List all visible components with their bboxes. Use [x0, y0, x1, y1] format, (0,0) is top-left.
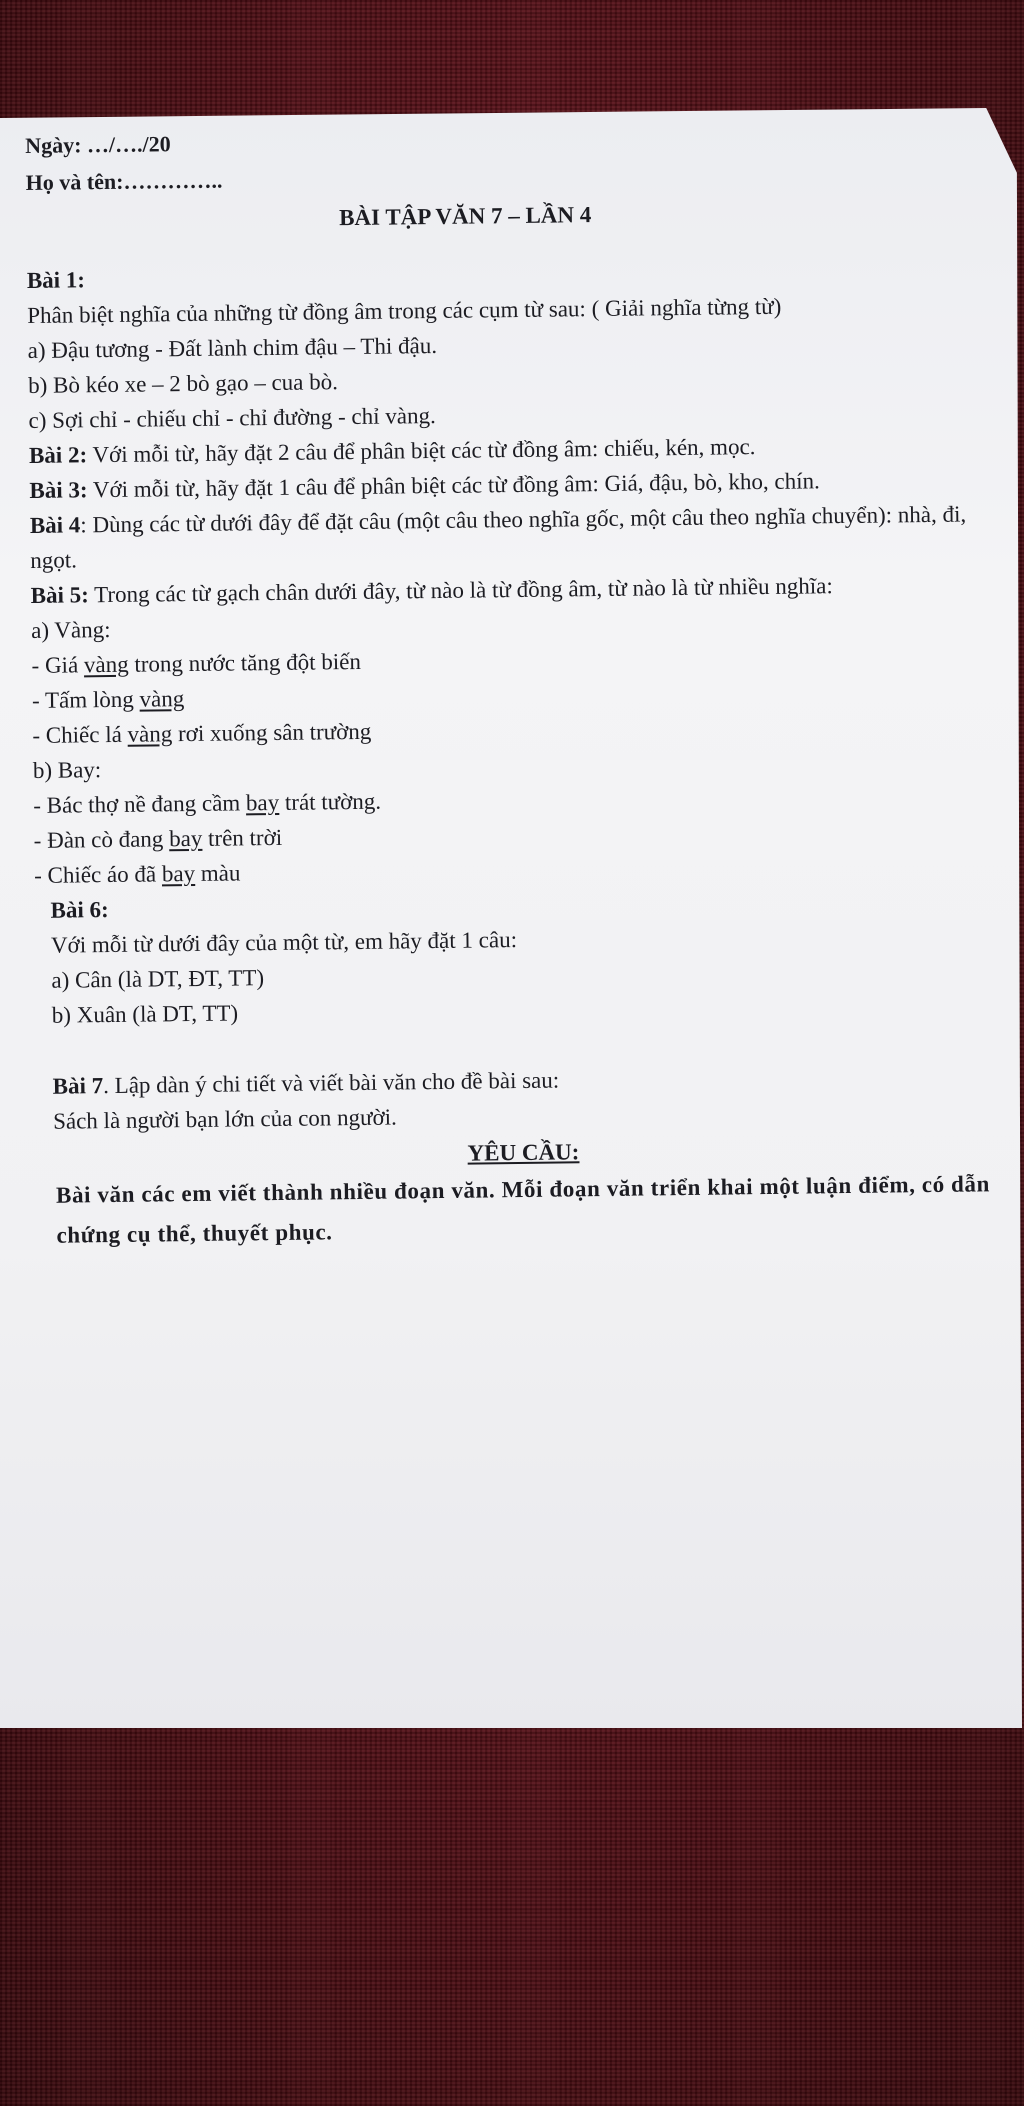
requirement-title: YÊU CẦU: [467, 1139, 580, 1166]
bai2-label: Bài 2: [28, 442, 88, 468]
bai4-text: : Dùng các từ dưới đây để đặt câu (một câu theo nghĩa gốc, một câu theo nghĩa chuyển): nhà, đi, ngọt. [30, 501, 967, 573]
bai7-topic: Sách là người bạn lớn của con người. [52, 1104, 397, 1134]
bai6-item-b: b) Xuân (là DT, TT) [51, 1000, 239, 1028]
bai5-b-item-2: - Đàn cò đang bay trên trời [33, 824, 283, 853]
bai6-item-a: a) Cân (là DT, ĐT, TT) [51, 965, 265, 993]
worksheet-title: BÀI TẬP VĂN 7 – LẦN 4 [338, 202, 592, 231]
name-line: Họ và tên:………….. [25, 167, 223, 195]
bai1-item-b: b) Bò kéo xe – 2 bò gạo – cua bò. [27, 369, 339, 398]
bai4-label: Bài 4 [29, 512, 81, 538]
bai5-text: Trong các từ gạch chân dưới đây, từ nào là từ đồng âm, từ nào là từ nhiều nghĩa: [88, 573, 833, 608]
underlined-word: vàng [83, 651, 129, 678]
bai3-text: Với mỗi từ, hãy đặt 1 câu để phân biệt các từ đồng âm: Giá, đậu, bò, kho, chín. [87, 468, 820, 503]
underlined-word: vàng [127, 721, 173, 747]
underlined-word: bay [245, 789, 280, 816]
bai5-part-a-label: a) Vàng: [30, 616, 111, 643]
bai7-text: . Lập dàn ý chi tiết và viết bài văn cho đề bài sau: [103, 1067, 560, 1099]
bai5-b-item-1: - Bác thợ nề đang cầm bay trát tường. [33, 788, 382, 818]
worksheet-content [25, 116, 999, 1256]
underlined-word: vàng [139, 686, 185, 712]
requirement-text: Bài văn các em viết thành nhiều đoạn văn. Mỗi đoạn văn triển khai một luận điểm, có dẫn chứng cụ thể, thuyết phục. [55, 1171, 991, 1248]
bai5-part-b-label: b) Bay: [32, 757, 102, 783]
bai3-label: Bài 3: [29, 477, 88, 503]
bai6-intro: Với mỗi từ dưới đây của một từ, em hãy đặt 1 câu: [50, 927, 518, 958]
bai1-intro: Phân biệt nghĩa của những từ đồng âm trong các cụm từ sau: ( Giải nghĩa từng từ) [27, 293, 782, 328]
bai5-b-item-3: - Chiếc áo đã bay màu [33, 860, 241, 888]
bai6-label: Bài 6: [50, 897, 109, 923]
bai5-a-item-3: - Chiếc lá vàng rơi xuống sân trường [32, 718, 372, 748]
underlined-word: bay [161, 860, 196, 887]
bai1-item-a: a) Đậu tương - Đất lành chim đậu – Thi đậu. [27, 332, 438, 363]
date-line: Ngày: …/…./20 [25, 131, 171, 158]
bai5-label: Bài 5: [30, 582, 90, 608]
bai4 [30, 496, 971, 577]
underlined-word: bay [168, 825, 203, 852]
bai1-item-c: c) Sợi chỉ - chiếu chỉ - chỉ đường - chỉ vàng. [28, 403, 436, 433]
bai5-a-item-1: - Giá vàng trong nước tăng đột biến [31, 648, 362, 678]
bai7-label: Bài 7 [52, 1073, 104, 1099]
bai5-a-item-2: - Tấm lòng vàng [31, 686, 185, 713]
bai1-label: Bài 1: [26, 267, 86, 293]
bai2-text: Với mỗi từ, hãy đặt 2 câu để phân biệt các từ đồng âm: chiếu, kén, mọc. [86, 434, 756, 468]
